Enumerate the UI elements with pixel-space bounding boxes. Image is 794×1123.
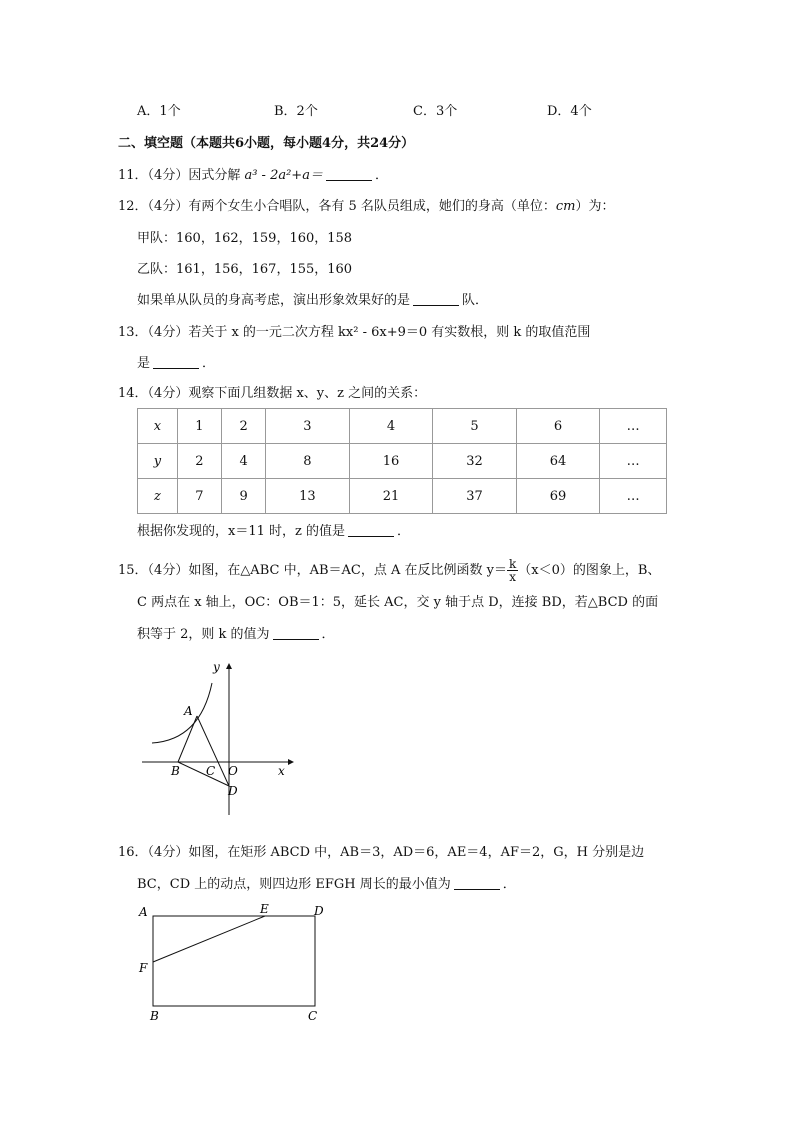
question-13: 13．（4分）若关于 x 的一元二次方程 kx² - 6x+9＝0 有实数根，则 k 的取值范围 (118, 325, 591, 340)
table-cell: 6 (516, 409, 600, 444)
q14-question (137, 524, 410, 540)
q15-line1-b: （x＜0）的图象上，B、 (518, 563, 661, 578)
row-label-y: y (138, 444, 178, 479)
segment-ab (178, 716, 197, 762)
q13-answer-blank[interactable] (153, 356, 199, 369)
fraction-k-over-x (507, 558, 518, 583)
rectangle-abcd (153, 916, 315, 1006)
question-16: 16．（4分）如图，在矩形 ABCD 中，AB＝3，AD＝6，AE＝4，AF＝2，G，H 分别是边 (118, 845, 645, 860)
q11-answer-blank[interactable] (326, 168, 372, 181)
question-11 (118, 168, 388, 184)
q16-line2-end: ． (502, 877, 516, 892)
label-e: E (260, 902, 269, 916)
q13-line2-end: ． (202, 356, 216, 371)
table-cell: 64 (516, 444, 600, 479)
table-row (138, 444, 667, 479)
label-o: O (228, 764, 238, 778)
row-label-x: x (138, 409, 178, 444)
label-a: A (184, 704, 193, 718)
table-cell: 32 (433, 444, 517, 479)
q15-line3-text: 积等于 2，则 k 的值为 (137, 627, 270, 642)
table-row (138, 479, 667, 514)
option-b: B．2个 (274, 104, 318, 119)
q16-answer-blank[interactable] (454, 877, 500, 890)
q12-question-text: 如果单从队员的身高考虑，演出形象效果好的是 (137, 293, 411, 308)
hyperbola-curve (152, 683, 212, 743)
table-cell: 4 (349, 409, 433, 444)
q13-line2-text: 是 (137, 356, 151, 371)
table-cell: 1 (177, 409, 221, 444)
x-axis-arrow-icon (288, 759, 294, 765)
y-axis-arrow-icon (226, 663, 232, 669)
q12-team-b: 乙队：161，156，167，155，160 (137, 262, 353, 277)
label-d: D (228, 784, 238, 798)
q12-line1: 12．（4分）有两个女生小合唱队，各有 5 名队员组成，她们的身高（单位： (118, 199, 556, 214)
table-row (138, 409, 667, 444)
label-d: D (314, 904, 324, 918)
q15-line2: C 两点在 x 轴上，OC：OB＝1：5，延长 AC，交 y 轴于点 D，连接 BD，若△BCD 的面 (137, 595, 659, 610)
label-x: x (278, 764, 285, 778)
q15-answer-blank[interactable] (273, 627, 319, 640)
table-cell: 9 (221, 479, 265, 514)
label-c: C (206, 764, 216, 778)
label-f: F (139, 961, 148, 975)
q15-figure (140, 655, 300, 825)
label-c: C (308, 1009, 318, 1023)
q15-line1-a: 15．（4分）如图，在△ABC 中，AB＝AC，点 A 在反比例函数 y＝ (118, 563, 507, 578)
q11-suffix: ． (374, 168, 388, 183)
segment-ef (153, 916, 265, 962)
table-cell: 5 (433, 409, 517, 444)
label-b: B (150, 1009, 159, 1023)
q14-question-text: 根据你发现的，x＝11 时，z 的值是 (137, 524, 345, 539)
table-cell: 21 (349, 479, 433, 514)
question-14: 14．（4分）观察下面几组数据 x、y、z 之间的关系： (118, 386, 427, 401)
q12-unit: cm (555, 199, 576, 214)
table-cell: 2 (221, 409, 265, 444)
q13-line2 (137, 356, 215, 372)
q12-team-a: 甲队：160，162，159，160，158 (137, 231, 353, 246)
segment-bd (178, 762, 229, 786)
q12-question-end: 队． (462, 293, 489, 308)
q15-line3 (137, 627, 335, 643)
row-label-z: z (138, 479, 178, 514)
table-cell: … (600, 444, 667, 479)
label-b: B (171, 764, 180, 778)
option-c: C．3个 (413, 104, 458, 119)
table-cell: 69 (516, 479, 600, 514)
question-15 (118, 556, 660, 586)
q16-line2 (137, 877, 516, 893)
q11-expr: a³ - 2a²+a＝ (244, 168, 323, 183)
option-d: D．4个 (547, 104, 592, 119)
table-cell: 13 (266, 479, 350, 514)
section-title: 二、填空题（本题共6小题，每小题4分，共24分） (118, 136, 415, 151)
q16-figure (130, 900, 340, 1025)
q14-question-end: ． (397, 524, 411, 539)
q11-prefix: 11．（4分）因式分解 (118, 168, 245, 183)
table-cell: 16 (349, 444, 433, 479)
question-12 (118, 199, 614, 215)
option-a: A．1个 (137, 104, 181, 119)
q12-line1-end: ）为： (575, 199, 615, 214)
q12-question (137, 293, 488, 309)
table-cell: … (600, 409, 667, 444)
table-cell: … (600, 479, 667, 514)
q16-line2-text: BC，CD 上的动点，则四边形 EFGH 周长的最小值为 (137, 877, 451, 892)
table-cell: 3 (266, 409, 350, 444)
q14-table (137, 408, 667, 514)
q15-line3-end: ． (321, 627, 335, 642)
table-cell: 7 (177, 479, 221, 514)
frac-numerator: k (508, 557, 517, 571)
q14-answer-blank[interactable] (348, 524, 394, 537)
q12-answer-blank[interactable] (413, 293, 459, 306)
label-y: y (213, 660, 220, 674)
table-cell: 8 (266, 444, 350, 479)
table-cell: 2 (177, 444, 221, 479)
table-cell: 4 (221, 444, 265, 479)
table-cell: 37 (433, 479, 517, 514)
label-a: A (139, 905, 148, 919)
frac-denominator: x (509, 570, 517, 584)
